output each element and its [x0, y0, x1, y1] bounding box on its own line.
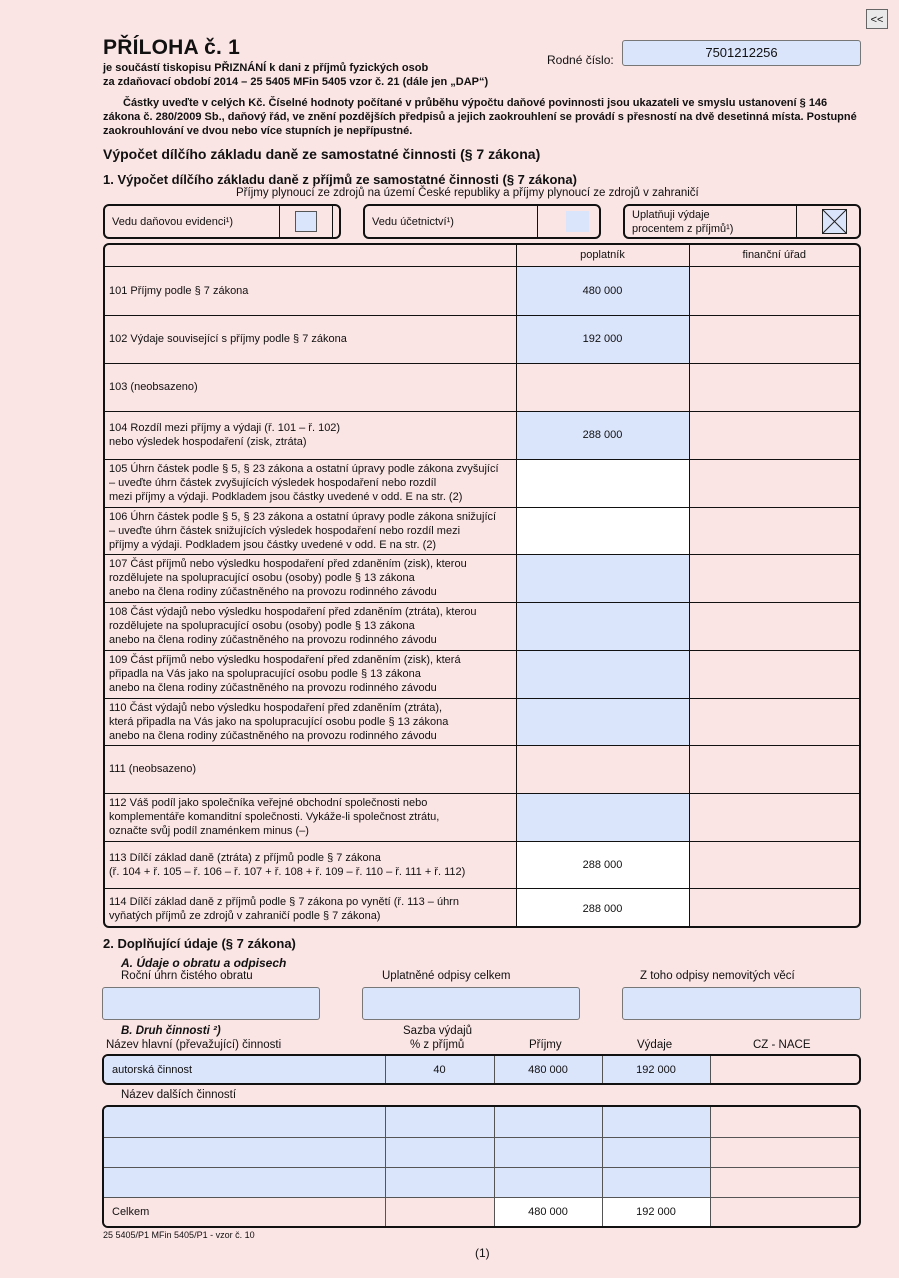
row-102: [105, 315, 859, 363]
row-113-payer-value: 288 000: [516, 841, 689, 888]
row-101: [105, 266, 859, 315]
option-flat-expenses-label-2: procentem z příjmů¹): [632, 223, 734, 235]
other-activities-label: Název dalších činností: [121, 1089, 237, 1101]
row-104-office-value: [689, 411, 859, 459]
checkbox-accounting[interactable]: [566, 211, 589, 232]
row-111-payer-value: [516, 745, 689, 793]
row-111-label: 111 (neobsazeno): [105, 745, 516, 793]
main-activity-name[interactable]: autorská činnost: [104, 1056, 385, 1083]
option-accounting: [363, 204, 601, 239]
row-114-payer-value: 288 000: [516, 888, 689, 928]
row-107-payer-value[interactable]: [516, 554, 689, 602]
total-expenses: 192 000: [602, 1197, 710, 1226]
row-113: [105, 841, 859, 888]
row-102-payer-value[interactable]: 192 000: [516, 315, 689, 363]
other-activity-rate[interactable]: [385, 1137, 494, 1167]
birth-number-field[interactable]: 7501212256: [622, 40, 861, 66]
col-rate-1: Sazba výdajů: [403, 1025, 473, 1037]
row-107-label: 107 Část příjmů nebo výsledku hospodaření před zdaněním (zisk), kterou rozdělujete na spolupracující osobu (osoby) podle § 13 zákona anebo na člena rodiny zúčastněného na provozu rodinného závodu: [105, 554, 516, 602]
row-108-label: 108 Část výdajů nebo výsledku hospodaření před zdaněním (ztráta), kterou rozdělujete na spolupracující osobu (osoby) podle § 13 zákona anebo na člena rodiny zúčastněného na provozu rodinného závodu: [105, 602, 516, 650]
row-114-office-value: [689, 888, 859, 928]
other-activity-income[interactable]: [494, 1167, 602, 1197]
depreciation-field[interactable]: [362, 987, 580, 1020]
other-activity-nace[interactable]: [710, 1137, 859, 1167]
other-activity-rate[interactable]: [385, 1167, 494, 1197]
option-tax-records: [103, 204, 341, 239]
row-112-payer-value[interactable]: [516, 793, 689, 841]
other-activity-name[interactable]: [104, 1107, 385, 1137]
row-109-label: 109 Část příjmů nebo výsledku hospodaření před zdaněním (zisk), která připadla na Vás jako na spolupracující osobu podle § 13 zákona anebo na člena rodiny zúčastněného na provozu rodinného závodu: [105, 650, 516, 698]
turnover-field[interactable]: [102, 987, 320, 1020]
col-rate-2: % z příjmů: [410, 1039, 465, 1051]
collapse-button[interactable]: <<: [866, 9, 888, 29]
row-110: [105, 698, 859, 745]
section-title: Výpočet dílčího základu daně ze samostatné činnosti (§ 7 zákona): [103, 146, 541, 162]
other-activities-table: [102, 1105, 861, 1228]
row-105: [105, 459, 859, 507]
row-106-payer-value: [516, 507, 689, 554]
option-accounting-label: Vedu účetnictví¹): [372, 216, 454, 228]
col-header-office: finanční úřad: [689, 245, 859, 266]
col-income: Příjmy: [529, 1039, 562, 1051]
option-tax-records-label: Vedu daňovou evidenci¹): [112, 216, 234, 228]
realty-depreciation-label: Z toho odpisy nemovitých věcí: [640, 970, 795, 982]
total-rate: [385, 1197, 494, 1226]
row-106-label: 106 Úhrn částek podle § 5, § 23 zákona a ostatní úpravy podle zákona snižující – uveďte úhrn částek snižujících výsledek hospodaření nebo rozdíl mezi příjmy a výdaji. Podkladem jsou částky uvedené v odd. E na str. (2): [105, 507, 516, 554]
other-activity-name[interactable]: [104, 1167, 385, 1197]
page-title: PŘÍLOHA č. 1: [103, 36, 240, 59]
col-header-payer: poplatník: [516, 245, 689, 266]
other-activity-expenses[interactable]: [602, 1107, 710, 1137]
row-111: [105, 745, 859, 793]
row-101-office-value: [689, 266, 859, 315]
s2-title: 2. Doplňující údaje (§ 7 zákona): [103, 936, 296, 951]
row-101-payer-value[interactable]: 480 000: [516, 266, 689, 315]
row-111-office-value: [689, 745, 859, 793]
row-108: [105, 602, 859, 650]
row-103-label: 103 (neobsazeno): [105, 363, 516, 411]
row-113-label: 113 Dílčí základ daně (ztráta) z příjmů podle § 7 zákona (ř. 104 + ř. 105 – ř. 106 – ř. 107 + ř. 108 + ř. 109 – ř. 110 – ř. 111 + ř. 112): [105, 841, 516, 888]
row-103: [105, 363, 859, 411]
row-105-label: 105 Úhrn částek podle § 5, § 23 zákona a ostatní úpravy podle zákona zvyšující – uveďte úhrn částek zvyšujících výsledek hospodaření nebo rozdíl mezi příjmy a výdaji. Podkladem jsou částky uvedené v odd. E na str. (2): [105, 459, 516, 507]
row-106-office-value: [689, 507, 859, 554]
option-flat-expenses-label-1: Uplatňuji výdaje: [632, 209, 710, 221]
depreciation-label: Uplatněné odpisy celkem: [382, 970, 511, 982]
row-114-label: 114 Dílčí základ daně z příjmů podle § 7 zákona po vynětí (ř. 113 – úhrn vyňatých příjmů ze zdrojů v zahraničí podle § 7 zákona): [105, 888, 516, 928]
s1-title: 1. Výpočet dílčího základu daně z příjmů ze samostatné činnosti (§ 7 zákona): [103, 172, 577, 187]
checkbox-tax-records[interactable]: [295, 211, 317, 232]
row-102-label: 102 Výdaje související s příjmy podle § 7 zákona: [105, 315, 516, 363]
row-114: [105, 888, 859, 928]
birth-number-label: Rodné číslo:: [547, 53, 614, 67]
row-107: [105, 554, 859, 602]
realty-depreciation-field[interactable]: [622, 987, 861, 1020]
row-113-office-value: [689, 841, 859, 888]
main-activity-row: [102, 1054, 861, 1085]
col-nace: CZ - NACE: [753, 1039, 811, 1051]
row-108-office-value: [689, 602, 859, 650]
total-income: 480 000: [494, 1197, 602, 1226]
option-flat-expenses: [623, 204, 861, 239]
row-112-label: 112 Váš podíl jako společníka veřejné obchodní společnosti nebo komplementáře komanditní společnosti. Vykáže-li společnost ztrátu, označte svůj podíl znaménkem minus (–): [105, 793, 516, 841]
col-expenses: Výdaje: [637, 1039, 673, 1051]
notice-text: Částky uveďte v celých Kč. Číselné hodnoty počítané v průběhu výpočtu daňové povinnosti jsou ukazateli ve smyslu ustanovení § 146 zákona č. 280/2009 Sb., daňový řád, ve znění pozdějších předpisů a jejich zaokrouhlení se provádí s přesností na dvě desetinná místa. Postupné zaokrouhlování ve dvou nebo více stupních je nepřípustné.: [103, 97, 857, 137]
form-code: 25 5405/P1 MFin 5405/P1 - vzor č. 10: [103, 1230, 255, 1240]
row-107-office-value: [689, 554, 859, 602]
s1-table: [103, 243, 861, 928]
s2-b-title: B. Druh činnosti ²): [121, 1025, 221, 1037]
col-activity-name: Název hlavní (převažující) činnosti: [106, 1039, 282, 1051]
subtitle-line-2: za zdaňovací období 2014 – 25 5405 MFin 5405 vzor č. 21 (dále jen „DAP“): [103, 76, 489, 88]
row-104-payer-value[interactable]: 288 000: [516, 411, 689, 459]
row-106: [105, 507, 859, 554]
other-activity-income[interactable]: [494, 1107, 602, 1137]
other-activity-expenses[interactable]: [602, 1167, 710, 1197]
row-103-payer-value: [516, 363, 689, 411]
other-activity-nace[interactable]: [710, 1167, 859, 1197]
s2-a-title: A. Údaje o obratu a odpisech: [121, 956, 287, 970]
s1-subtitle: Příjmy plynoucí ze zdrojů na území České republiky a příjmy plynoucí ze zdrojů v zahraničí: [236, 187, 699, 199]
other-activity-rate[interactable]: [385, 1107, 494, 1137]
other-activity-nace[interactable]: [710, 1107, 859, 1137]
main-activity-income[interactable]: 480 000: [494, 1056, 602, 1083]
row-102-office-value: [689, 315, 859, 363]
subtitle-line-1: je součástí tiskopisu PŘIZNÁNÍ k dani z příjmů fyzických osob: [103, 62, 429, 74]
row-109-payer-value[interactable]: [516, 650, 689, 698]
other-activity-expenses[interactable]: [602, 1137, 710, 1167]
row-110-label: 110 Část výdajů nebo výsledku hospodaření před zdaněním (ztráta), která připadla na Vás jako na spolupracující osobu podle § 13 zákona anebo na člena rodiny zúčastněného na provozu rodinného závodu: [105, 698, 516, 745]
main-activity-nace[interactable]: [710, 1056, 859, 1083]
checkbox-flat-expenses-checked-icon[interactable]: [822, 209, 847, 234]
row-105-payer-value: [516, 459, 689, 507]
total-label: Celkem: [104, 1197, 385, 1226]
row-112: [105, 793, 859, 841]
row-110-office-value: [689, 698, 859, 745]
other-activity-income[interactable]: [494, 1137, 602, 1167]
main-activity-rate[interactable]: 40: [385, 1056, 494, 1083]
main-activity-expenses[interactable]: 192 000: [602, 1056, 710, 1083]
row-109-office-value: [689, 650, 859, 698]
row-103-office-value: [689, 363, 859, 411]
row-101-label: 101 Příjmy podle § 7 zákona: [105, 266, 516, 315]
row-104: [105, 411, 859, 459]
turnover-label: Roční úhrn čistého obratu: [121, 970, 253, 982]
row-112-office-value: [689, 793, 859, 841]
row-109: [105, 650, 859, 698]
row-105-office-value: [689, 459, 859, 507]
total-nace: [710, 1197, 859, 1226]
row-110-payer-value[interactable]: [516, 698, 689, 745]
other-activity-name[interactable]: [104, 1137, 385, 1167]
row-104-label: 104 Rozdíl mezi příjmy a výdaji (ř. 101 – ř. 102) nebo výsledek hospodaření (zisk, ztráta): [105, 411, 516, 459]
page-number: (1): [475, 1246, 490, 1260]
table-header-label: [105, 245, 516, 266]
row-108-payer-value[interactable]: [516, 602, 689, 650]
